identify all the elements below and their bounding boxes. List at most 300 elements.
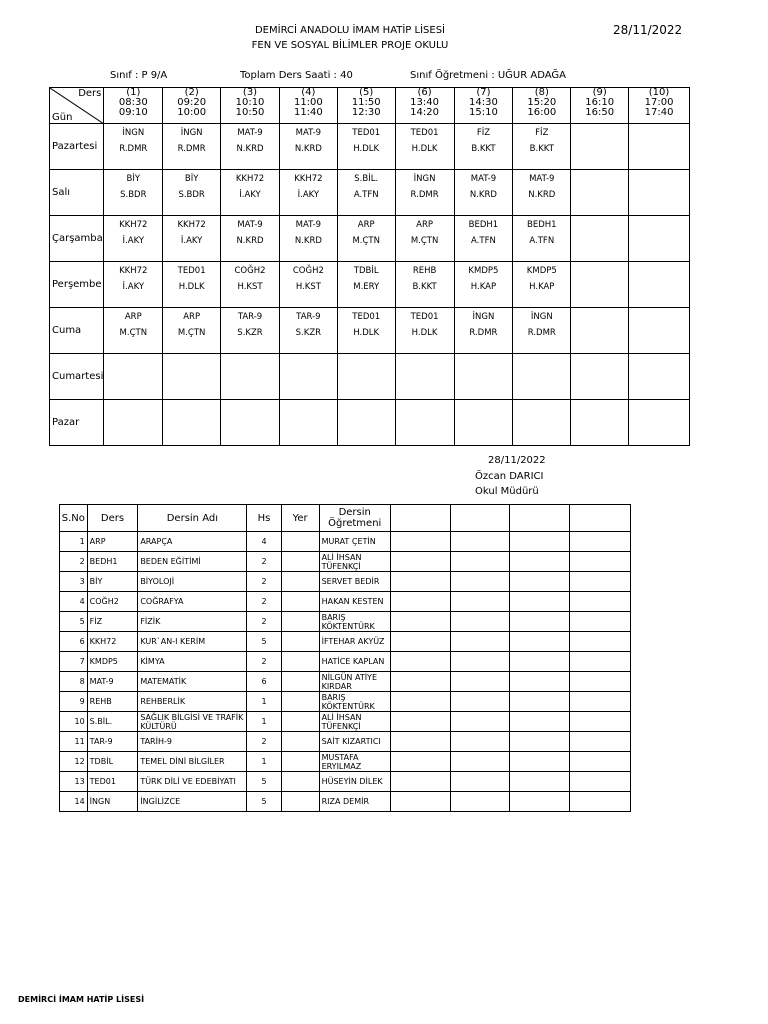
schedule-cell: [571, 354, 629, 400]
empty-cell: [450, 532, 510, 552]
teacher-code: H.DLK: [353, 328, 380, 338]
course-place: [281, 632, 319, 652]
course-list-table: [59, 504, 631, 812]
course-hours: 1: [247, 712, 281, 732]
table-row: [60, 592, 631, 612]
table-row: [60, 552, 631, 572]
schedule-cell: [221, 124, 280, 170]
schedule-cell: [163, 308, 221, 354]
course-teacher: HATİCE KAPLAN: [319, 652, 390, 672]
teacher-code: İ.AKY: [239, 190, 261, 200]
empty-cell: [570, 732, 631, 752]
lesson-code: COĞH2: [292, 266, 324, 276]
empty-cell: [450, 652, 510, 672]
course-place: [281, 772, 319, 792]
schedule-cell: [337, 170, 395, 216]
lesson-code: TED01: [410, 312, 439, 322]
schedule-cell: [629, 354, 690, 400]
schedule-cell: [513, 400, 571, 446]
empty-cell: [570, 552, 631, 572]
course-sno: 14: [60, 792, 88, 812]
empty-cell: [390, 592, 450, 612]
course-sno: 7: [60, 652, 88, 672]
schedule-cell: [221, 170, 280, 216]
teacher-code: H.DLK: [353, 144, 380, 154]
course-teacher: BARIŞ KÖKTENTÜRK: [319, 692, 390, 712]
schedule-cell: [629, 308, 690, 354]
course-code: REHB: [87, 692, 138, 712]
schedule-cell: [454, 308, 513, 354]
empty-cell: [450, 692, 510, 712]
lesson-code: MAT-9: [237, 220, 263, 230]
corner-bottom-label: Gün: [52, 112, 73, 123]
table-row: [60, 532, 631, 552]
schedule-cell: [513, 262, 571, 308]
teacher-code: A.TFN: [471, 236, 496, 246]
empty-cell: [390, 792, 450, 812]
course-code: BEDH1: [87, 552, 138, 572]
schedule-day-row: [50, 400, 690, 446]
course-teacher: MURAT ÇETİN: [319, 532, 390, 552]
teacher-code: R.DMR: [410, 190, 439, 200]
empty-cell: [390, 632, 450, 652]
lesson-code: BİY: [184, 174, 199, 184]
period-header: (8) 15:20 16:00: [513, 88, 571, 124]
lesson-code: İNGN: [530, 312, 553, 322]
course-place: [281, 692, 319, 712]
course-code: S.BİL.: [87, 712, 138, 732]
schedule-cell: [279, 170, 337, 216]
empty-cell: [510, 712, 570, 732]
course-name: TEMEL DİNİ BİLGİLER: [138, 752, 247, 772]
course-place: [281, 652, 319, 672]
schedule-day-row: [50, 354, 690, 400]
empty-cell: [450, 752, 510, 772]
lesson-code: KKH72: [119, 220, 148, 230]
schedule-cell: [221, 216, 280, 262]
empty-cell: [450, 672, 510, 692]
schedule-cell: [395, 308, 454, 354]
schedule-cell: [454, 170, 513, 216]
schedule-cell: [513, 216, 571, 262]
empty-cell: [390, 772, 450, 792]
schedule-cell: [104, 400, 163, 446]
teacher-code: H.KST: [237, 282, 263, 292]
schedule-cell: [454, 216, 513, 262]
course-code: TAR-9: [87, 732, 138, 752]
schedule-cell: [571, 308, 629, 354]
lesson-code: FİZ: [476, 128, 491, 138]
lesson-code: MAT-9: [295, 128, 322, 138]
schedule-cell: [395, 354, 454, 400]
period-header: (6) 13:40 14:20: [395, 88, 454, 124]
teacher-code: N.KRD: [294, 236, 322, 246]
empty-cell: [510, 672, 570, 692]
schedule-cell: [104, 124, 163, 170]
schedule-cell: [513, 354, 571, 400]
course-code: COĞH2: [87, 592, 138, 612]
schedule-cell: [337, 308, 395, 354]
empty-cell: [450, 772, 510, 792]
table-row: [60, 572, 631, 592]
teacher-code: M.ÇTN: [410, 236, 439, 246]
lesson-code: TED01: [352, 312, 381, 322]
course-hours: 4: [247, 532, 281, 552]
course-code: KKH72: [87, 632, 138, 652]
empty-cell: [390, 612, 450, 632]
schedule-cell: [337, 124, 395, 170]
empty-cell: [450, 572, 510, 592]
schedule-header-row: [50, 88, 690, 124]
schedule-cell: [629, 262, 690, 308]
lesson-code: TDBİL: [353, 266, 379, 276]
teacher-code: H.DLK: [411, 144, 438, 154]
schedule-day-row: [50, 124, 690, 170]
schedule-cell: [221, 262, 280, 308]
course-place: [281, 592, 319, 612]
course-hours: 1: [247, 752, 281, 772]
course-name: TARİH-9: [138, 732, 247, 752]
schedule-cell: [513, 170, 571, 216]
schedule-cell: [279, 400, 337, 446]
schedule-day-row: [50, 170, 690, 216]
empty-cell: [450, 792, 510, 812]
course-header-row: [60, 505, 631, 532]
course-place: [281, 672, 319, 692]
empty-cell: [510, 612, 570, 632]
empty-cell: [570, 652, 631, 672]
schedule-cell: [279, 308, 337, 354]
lesson-code: KKH72: [119, 266, 148, 276]
teacher-code: H.KAP: [529, 282, 555, 292]
lesson-code: ARP: [416, 220, 433, 230]
period-header: (1) 08:30 09:10: [104, 88, 163, 124]
course-teacher: ALİ İHSAN TÜFENKÇİ: [319, 712, 390, 732]
empty-cell: [570, 752, 631, 772]
lesson-code: BEDH1: [468, 220, 499, 230]
period-header: (10) 17:00 17:40: [629, 88, 690, 124]
schedule-cell: [337, 400, 395, 446]
empty-cell: [570, 772, 631, 792]
teacher-code: R.DMR: [119, 144, 148, 154]
schedule-cell: [337, 354, 395, 400]
schedule-cell: [279, 354, 337, 400]
course-teacher: RIZA DEMİR: [319, 792, 390, 812]
schedule-cell: [104, 170, 163, 216]
header-date: 28/11/2022: [613, 23, 683, 37]
table-row: [60, 792, 631, 812]
class-teacher-label: Sınıf Öğretmeni : UĞUR ADAĞA: [410, 70, 566, 81]
lesson-code: S.BİL.: [354, 174, 379, 184]
lesson-code: MAT-9: [470, 174, 497, 184]
course-name: BİYOLOJİ: [138, 572, 247, 592]
schedule-cell: [221, 308, 280, 354]
course-name: COĞRAFYA: [138, 592, 247, 612]
schedule-cell: [571, 400, 629, 446]
teacher-code: R.DMR: [527, 328, 556, 338]
course-name: REHBERLİK: [138, 692, 247, 712]
day-label: Cuma: [50, 308, 104, 354]
corner-cell: [50, 88, 104, 124]
schedule-cell: [513, 308, 571, 354]
course-hours: 5: [247, 792, 281, 812]
principal-title: Okul Müdürü: [475, 486, 539, 497]
course-name: FİZİK: [138, 612, 247, 632]
lesson-code: KMDP5: [468, 266, 499, 276]
teacher-code: N.KRD: [236, 236, 264, 246]
course-teacher: MUSTAFA ERYILMAZ: [319, 752, 390, 772]
lesson-code: İNGN: [413, 174, 436, 184]
col-place-header: Yer: [281, 505, 319, 532]
teacher-code: İ.AKY: [297, 190, 320, 200]
empty-cell: [510, 572, 570, 592]
empty-cell: [570, 672, 631, 692]
schedule-cell: [454, 400, 513, 446]
course-place: [281, 572, 319, 592]
lesson-code: FİZ: [535, 128, 549, 138]
course-hours: 2: [247, 652, 281, 672]
lesson-code: TAR-9: [296, 312, 321, 322]
course-teacher: SERVET BEDİR: [319, 572, 390, 592]
teacher-code: M.ÇTN: [352, 236, 380, 246]
empty-cell: [510, 592, 570, 612]
empty-cell: [570, 572, 631, 592]
principal-name: Özcan DARICI: [475, 471, 544, 482]
empty-cell: [390, 752, 450, 772]
lesson-code: KKH72: [294, 174, 323, 184]
teacher-code: N.KRD: [236, 144, 264, 154]
empty-cell: [390, 692, 450, 712]
schedule-cell: [104, 308, 163, 354]
course-hours: 2: [247, 592, 281, 612]
course-hours: 1: [247, 692, 281, 712]
lesson-code: İNGN: [180, 128, 203, 138]
course-hours: 6: [247, 672, 281, 692]
table-row: [60, 652, 631, 672]
teacher-code: İ.AKY: [180, 236, 203, 246]
course-name: SAĞLIK BİLGİSİ VE TRAFİK KÜLTÜRÜ: [138, 712, 247, 732]
course-hours: 2: [247, 612, 281, 632]
period-header: (5) 11:50 12:30: [337, 88, 395, 124]
col-teacher-header: Dersin Öğretmeni: [319, 505, 390, 532]
lesson-code: MAT-9: [529, 174, 555, 184]
teacher-code: A.TFN: [353, 190, 379, 200]
empty-cell: [390, 552, 450, 572]
schedule-cell: [571, 170, 629, 216]
lesson-code: REHB: [412, 266, 437, 276]
course-code: TDBİL: [87, 752, 138, 772]
course-teacher: HÜSEYİN DİLEK: [319, 772, 390, 792]
empty-cell: [570, 632, 631, 652]
empty-cell: [510, 552, 570, 572]
teacher-code: M.ÇTN: [177, 328, 206, 338]
schedule-cell: [104, 354, 163, 400]
table-row: [60, 712, 631, 732]
course-sno: 2: [60, 552, 88, 572]
course-name: TÜRK DİLİ VE EDEBİYATI: [138, 772, 247, 792]
teacher-code: N.KRD: [528, 190, 556, 200]
teacher-code: A.TFN: [529, 236, 555, 246]
course-place: [281, 752, 319, 772]
empty-cell: [450, 732, 510, 752]
schedule-cell: [571, 124, 629, 170]
course-place: [281, 532, 319, 552]
schedule-cell: [513, 124, 571, 170]
schedule-cell: [571, 262, 629, 308]
course-sno: 5: [60, 612, 88, 632]
schedule-cell: [454, 262, 513, 308]
lesson-code: İNGN: [472, 312, 495, 322]
lesson-code: ARP: [124, 312, 142, 322]
course-teacher: NİLGÜN ATİYE KIRDAR: [319, 672, 390, 692]
empty-cell: [510, 792, 570, 812]
course-sno: 6: [60, 632, 88, 652]
schedule-cell: [163, 170, 221, 216]
table-row: [60, 732, 631, 752]
schedule-cell: [571, 216, 629, 262]
empty-cell: [570, 532, 631, 552]
schedule-cell: [221, 354, 280, 400]
schedule-cell: [629, 216, 690, 262]
course-teacher: BARIŞ KÖKTENTÜRK: [319, 612, 390, 632]
empty-cell: [570, 592, 631, 612]
teacher-code: N.KRD: [469, 190, 497, 200]
schedule-cell: [395, 216, 454, 262]
course-code: TED01: [87, 772, 138, 792]
course-name: KUR`AN-I KERİM: [138, 632, 247, 652]
course-place: [281, 792, 319, 812]
teacher-code: S.BDR: [120, 190, 147, 200]
period-header: (7) 14:30 15:10: [454, 88, 513, 124]
course-name: İNGİLİZCE: [138, 792, 247, 812]
class-label: Sınıf : P 9/A: [110, 70, 168, 81]
table-row: [60, 672, 631, 692]
teacher-code: H.DLK: [411, 328, 438, 338]
table-row: [60, 612, 631, 632]
lesson-code: COĞH2: [234, 266, 266, 276]
empty-cell: [570, 612, 631, 632]
teacher-code: H.DLK: [178, 282, 205, 292]
empty-header: [510, 505, 570, 532]
teacher-code: M.ERY: [353, 282, 380, 292]
empty-cell: [390, 532, 450, 552]
table-row: [60, 772, 631, 792]
col-code-header: Ders: [87, 505, 138, 532]
schedule-cell: [454, 124, 513, 170]
teacher-code: B.KKT: [412, 282, 437, 292]
schedule-day-row: [50, 262, 690, 308]
day-label: Perşembe: [50, 262, 104, 308]
signature-date: 28/11/2022: [488, 455, 546, 466]
empty-cell: [510, 532, 570, 552]
lesson-code: BİY: [126, 174, 141, 184]
course-hours: 2: [247, 572, 281, 592]
schedule-day-row: [50, 216, 690, 262]
program-name: FEN VE SOSYAL BİLİMLER PROJE OKULU: [251, 40, 449, 51]
teacher-code: S.KZR: [237, 328, 263, 338]
empty-cell: [450, 552, 510, 572]
teacher-code: S.KZR: [295, 328, 322, 338]
schedule-cell: [395, 400, 454, 446]
school-name: DEMİRCİ ANADOLU İMAM HATİP LİSESİ: [254, 25, 446, 36]
course-sno: 13: [60, 772, 88, 792]
schedule-cell: [163, 262, 221, 308]
schedule-cell: [163, 124, 221, 170]
empty-cell: [510, 732, 570, 752]
teacher-code: İ.AKY: [122, 236, 145, 246]
day-label: Pazartesi: [50, 124, 104, 170]
col-hours-header: Hs: [247, 505, 281, 532]
lesson-code: BEDH1: [527, 220, 557, 230]
empty-cell: [390, 672, 450, 692]
course-name: BEDEN EĞİTİMİ: [138, 552, 247, 572]
teacher-code: R.DMR: [177, 144, 206, 154]
course-code: BİY: [87, 572, 138, 592]
empty-cell: [390, 712, 450, 732]
teacher-code: B.KKT: [471, 144, 496, 154]
teacher-code: R.DMR: [469, 328, 498, 338]
footer-school-name: DEMİRCİ İMAM HATİP LİSESİ: [18, 995, 145, 1004]
course-name: ARAPÇA: [138, 532, 247, 552]
course-teacher: İFTEHAR AKYÜZ: [319, 632, 390, 652]
course-name: KİMYA: [138, 652, 247, 672]
empty-header: [450, 505, 510, 532]
course-code: MAT-9: [87, 672, 138, 692]
empty-cell: [450, 612, 510, 632]
lesson-code: TED01: [352, 128, 381, 138]
schedule-cell: [279, 262, 337, 308]
empty-cell: [390, 732, 450, 752]
course-hours: 5: [247, 632, 281, 652]
corner-top-label: Ders: [78, 88, 102, 99]
course-place: [281, 552, 319, 572]
teacher-code: N.KRD: [294, 144, 322, 154]
course-hours: 2: [247, 552, 281, 572]
lesson-code: İNGN: [122, 128, 145, 138]
empty-cell: [450, 712, 510, 732]
lesson-code: ARP: [357, 220, 375, 230]
lesson-code: ARP: [183, 312, 201, 322]
course-place: [281, 612, 319, 632]
schedule-cell: [454, 354, 513, 400]
weekly-schedule-table: [49, 87, 690, 446]
empty-cell: [570, 792, 631, 812]
schedule-cell: [279, 216, 337, 262]
schedule-cell: [163, 354, 221, 400]
col-name-header: Dersin Adı: [138, 505, 247, 532]
schedule-cell: [395, 170, 454, 216]
course-name: MATEMATİK: [138, 672, 247, 692]
course-hours: 5: [247, 772, 281, 792]
total-hours-label: Toplam Ders Saati : 40: [240, 70, 353, 81]
empty-cell: [570, 692, 631, 712]
course-sno: 3: [60, 572, 88, 592]
lesson-code: KKH72: [177, 220, 206, 230]
table-row: [60, 632, 631, 652]
empty-cell: [510, 632, 570, 652]
course-sno: 4: [60, 592, 88, 612]
day-label: Pazar: [50, 400, 104, 446]
empty-header: [570, 505, 631, 532]
course-code: FİZ: [87, 612, 138, 632]
empty-cell: [390, 652, 450, 672]
empty-header: [390, 505, 450, 532]
course-hours: 2: [247, 732, 281, 752]
lesson-code: KMDP5: [526, 266, 557, 276]
teacher-code: B.KKT: [529, 144, 554, 154]
empty-cell: [510, 772, 570, 792]
course-place: [281, 732, 319, 752]
